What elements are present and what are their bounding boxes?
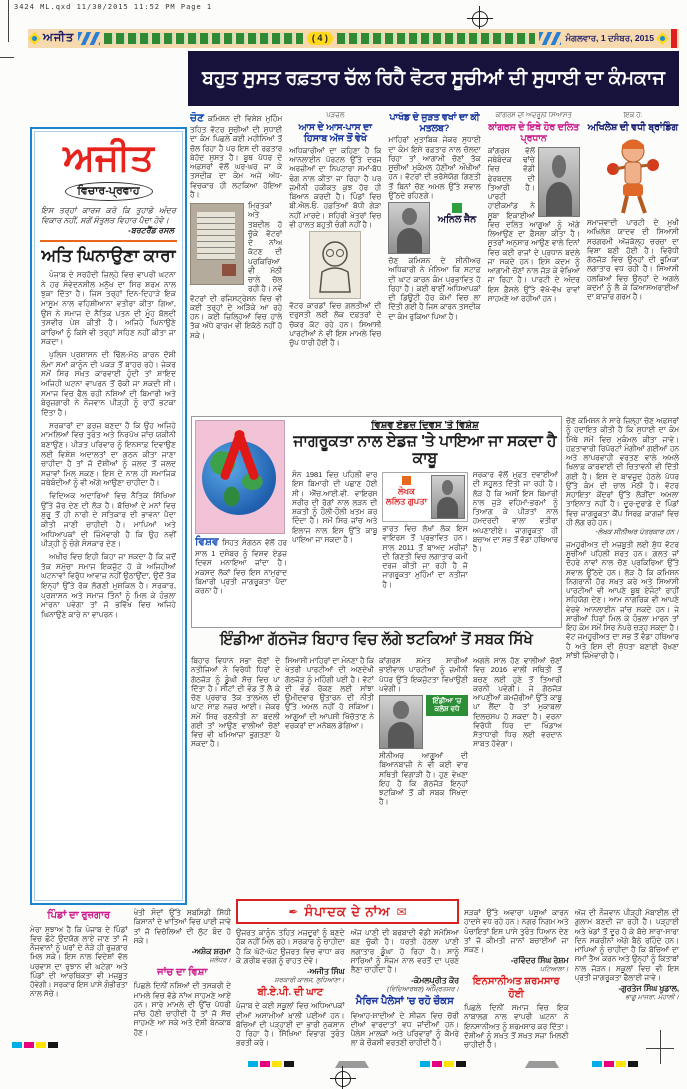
col3-subhead: ਪਾਖੰਡ ਦੇ ਜੁੜਤ ਵਖਾਂ ਦਾ ਕੀ ਮਤਲਬ? [389,112,480,133]
letters-mid-col-2 [351,928,460,1058]
col5-kicker: ਇਕ ਹੈ: [623,112,643,119]
lead-article-col-2 [289,112,381,410]
aids-col-a-text: ਸੰਨ 1981 ਵਿਚ ਪਹਿਲੀ ਵਾਰ ਇਸ ਬਿਮਾਰੀ ਦੀ ਪਛਾਣ ਹੋਈ ਸੀ। ਐੱਚ.ਆਈ.ਵੀ. ਵਾਇਰਸ ਸਰੀਰ ਦੀ ਰੋਗਾਂ ਨਾਲ ਲੜਨ ਦੀ ਸ਼ਕਤੀ ਨੂੰ ਹੌਲੀ-ਹੌਲੀ ਖ਼ਤਮ ਕਰ ਦਿੰਦਾ ਹੈ। ਸਮੇਂ ਸਿਰ ਜਾਂਚ ਅਤੇ ਇਲਾਜ ਨਾਲ ਇਸ ਉੱਤੇ ਕਾਬੂ ਪਾਇਆ ਜਾ ਸਕਦਾ ਹੈ। [292,470,378,544]
gray-print-mark [525,1061,559,1068]
page-number: ( 4 ) [307,32,333,45]
letter-body: ਉਜਰਤ ਕਾਨੂੰਨ ਤਹਿਤ ਮਜ਼ਦੂਰਾਂ ਨੂੰ ਬਣਦੇ ਹੱਕ ਨਹੀਂ ਮਿਲ ਰਹੇ। ਸਰਕਾਰ ਨੂੰ ਚਾਹੀਦਾ ਹੈ ਕਿ ਘੱਟੋ-ਘੱਟ ਉਜਰਤ ਵਿਚ ਵਾਧਾ ਕਰ ਕੇ ਗ਼ਰੀਬ ਵਰਗ ਨੂੰ ਰਾਹਤ ਦੇਵੇ। [236,928,345,965]
aids-right-area [292,420,558,624]
lead-col2-text-a: ਅਧਿਕਾਰੀਆਂ ਦਾ ਕਹਿਣਾ ਹੈ ਕਿ ਆਨਲਾਈਨ ਪੋਰਟਲ ਉੱਤੇ ਦਰਜ ਅਰਜ਼ੀਆਂ ਦਾ ਨਿਪਟਾਰਾ ਸਮਾਂ-ਬੱਧ ਢੰਗ ਨਾਲ ਕੀਤਾ ਜਾ ਰਿਹਾ ਹੈ ਪਰ ਜ਼ਮੀਨੀ ਹਕੀਕਤ ਕੁਝ ਹੋਰ ਹੀ ਬਿਆਨ ਕਰਦੀ ਹੈ। ਪਿੰਡਾਂ ਵਿਚ ਬੀ.ਐਲ.ਓ. ਹਫ਼ਤਿਆਂ ਬੱਧੀ ਗੇੜਾ ਨਹੀਂ ਮਾਰਦੇ। ਸ਼ਹਿਰੀ ਖੇਤਰਾਂ ਵਿਚ ਵੀ ਹਾਲਤ ਬਹੁਤੀ ਚੰਗੀ ਨਹੀਂ ਹੈ। [289,145,382,229]
letter-heading: ਮੈਰਿਜ ਪੈਲੇਸਾਂ 'ਚ ਰਹੋ ਚੌਕਸ [355,996,454,1008]
letter-location: ਜਲੰਧਰ। [209,956,231,964]
col4-kicker: ਕਾਂਗਰਸ ਦੀ ਅੰਦਰੂਨੀ ਸਿਆਸਤ [495,112,572,119]
page-header-bar [28,29,679,48]
editorial-title: ਅਤਿ ਘਿਨਾਉਣਾ ਕਾਰਾ [41,246,176,265]
aids-col-c [473,470,558,622]
editorial-box-inner [34,131,183,901]
letter-location: ਸਰਕਾਰੀ ਕਾਲਜ, ਲੁਧਿਆਣਾ। [274,976,345,984]
green-square-icon [452,203,462,213]
col2-subhead: ਆਸ ਦੇ ਆਸ-ਪਾਸ ਦਾ ਹਿਸਾਬ ਅੱਜ ਤੋਂ ਵੇਖੋ [298,122,372,144]
header-brand: ਅਜੀਤ [43,32,75,44]
letter-location: (ਵਿਦਿਆਰਥਣ) ਅੰਮ੍ਰਿਤਸਰ। [386,985,459,993]
drop-word: ਵਿਸ਼ਵ [195,536,219,548]
lead-col3-text-a: ਮਾਹਿਰਾਂ ਮੁਤਾਬਿਕ ਜੇਕਰ ਸੁਧਾਈ ਦਾ ਕੰਮ ਇਸੇ ਰਫ਼ਤਾਰ ਨਾਲ ਚੱਲਦਾ ਰਿਹਾ ਤਾਂ ਆਗਾਮੀ ਚੋਣਾਂ ਤੱਕ ਸੂਚੀਆਂ ਮੁਕੰਮਲ ਹੋਣੀਆਂ ਔਖੀਆਂ ਹਨ। ਵੋਟਰਾਂ ਦੀ ਭਰੋਸੇਯੋਗ ਗਿਣਤੀ ਤੋਂ ਬਿਨਾਂ ਚੋਣ ਅਮਲ ਉੱਤੇ ਸਵਾਲ ਉੱਠਦੇ ਰਹਿਣਗੇ। [388,135,481,200]
letters-mid-col-1 [236,928,345,1058]
author-credit-line: -ਲੇਖਕ ਸੀਨੀਅਰ ਪੱਤਰਕਾਰ ਹਨ। [595,529,679,536]
letter-body: ਸੜਕਾਂ ਉੱਤੇ ਅਵਾਰਾ ਪਸ਼ੂਆਂ ਕਾਰਨ ਹਾਦਸੇ ਵਧ ਰਹੇ ਹਨ। ਨਗਰ ਨਿਗਮ ਅਤੇ ਪੰਚਾਇਤਾਂ ਇਸ ਪਾਸੇ ਤੁਰੰਤ ਧਿਆਨ ਦੇਣ ਤਾਂ ਜੋ ਕੀਮਤੀ ਜਾਨਾਂ ਬਚਾਈਆਂ ਜਾ ਸਕਣ। [464,908,569,954]
cmyk-print-marks [12,1042,58,1048]
letter-body: ਪਿਛਲੇ ਦਿਨੀਂ ਨਸ਼ਿਆਂ ਦੀ ਤਸਕਰੀ ਦੇ ਮਾਮਲੇ ਵਿਚ ਵੱਡੇ ਨਾਂਅ ਸਾਹਮਣੇ ਆਏ ਹਨ। ਸਾਰੇ ਮਾਮਲੇ ਦੀ ਉੱਚ ਪੱਧਰੀ ਜਾਂਚ ਹੋਣੀ ਚਾਹੀਦੀ ਹੈ ਤਾਂ ਜੋ ਸੱਚ ਸਾਹਮਣੇ ਆ ਸਕੇ ਅਤੇ ਦੋਸ਼ੀ ਬੇਨਕਾਬ ਹੋਣ। [133,981,231,1037]
bottom-left-letters [30,908,231,1060]
cmyk-print-marks [248,1061,294,1067]
bihar-col1-text: ਬਿਹਾਰ ਵਿਧਾਨ ਸਭਾ ਚੋਣਾਂ ਦੇ ਨਤੀਜਿਆਂ ਨੇ ਵਿਰੋਧੀ ਧਿਰਾਂ ਦੇ ਗੱਠਜੋੜ ਨੂੰ ਡੂੰਘੀ ਸੋਚ ਵਿਚ ਪਾ ਦਿੱਤਾ ਹੈ। ਸੀਟਾਂ ਦੀ ਵੰਡ ਤੋਂ ਲੈ ਕੇ ਚੋਣ ਪ੍ਰਚਾਰ ਤੱਕ ਤਾਲਮੇਲ ਦੀ ਘਾਟ ਸਾਫ਼ ਨਜ਼ਰ ਆਈ। ਜੇਕਰ ਸਮੇਂ ਸਿਰ ਰਣਨੀਤੀ ਨਾ ਬਦਲੀ ਗਈ ਤਾਂ ਆਉਣ ਵਾਲੀਆਂ ਚੋਣਾਂ ਵਿਚ ਵੀ ਖ਼ਮਿਆਜ਼ਾ ਭੁਗਤਣਾ ਪੈ ਸਕਦਾ ਹੈ। [191,656,280,749]
letters-middle-block [236,928,459,1058]
masthead-title: ਅਜੀਤ [63,137,154,178]
lead-article-columns [190,112,679,410]
bihar-col2-text: ਸਿਆਸੀ ਮਾਹਿਰਾਂ ਦਾ ਮੰਨਣਾ ਹੈ ਕਿ ਖੇਤਰੀ ਪਾਰਟੀਆਂ ਦੀ ਅਣਦੇਖੀ ਗੱਠਜੋੜ ਨੂੰ ਮਹਿੰਗੀ ਪਈ ਹੈ। ਵੋਟਾਂ ਦੀ ਵੰਡ ਰੋਕਣ ਲਈ ਸਾਂਝਾ ਉਮੀਦਵਾਰ ਉਤਾਰਨ ਦੀ ਨੀਤੀ ਉੱਤੇ ਅਮਲ ਨਹੀਂ ਹੋ ਸਕਿਆ। ਆਗੂਆਂ ਦੀ ਆਪਸੀ ਖਿੱਚੋਤਾਣ ਨੇ ਵਰਕਰਾਂ ਦਾ ਮਨੋਬਲ ਡੇਗਿਆ। [285,656,374,730]
editorial-body [35,270,182,619]
aids-col-b [382,470,467,622]
portrait-photo [538,147,580,217]
lead-headline: ਬਹੁਤ ਸੁਸਤ ਰਫ਼ਤਾਰ ਚੱਲ ਰਿਹੈ ਵੋਟਰ ਸੂਚੀਆਂ ਦੀ ਸੁਧਾਈ ਦਾ ਕੰਮਕਾਜ [202,67,665,89]
letter-location: ਪਟਿਆਲਾ। [539,965,569,973]
masthead-quote-author: -ਬਰਟਰੈਂਡ ਰਸਲ [128,226,174,235]
slash-decoration [78,32,100,45]
letter-signature: -ਅਸ਼ੋਕ ਸ਼ਰਮਾ [191,947,231,956]
letter-body: ਪੰਜਾਬ ਦੇ ਕਈ ਸਕੂਲਾਂ ਵਿਚ ਅਧਿਆਪਕਾਂ ਦੀਆਂ ਅਸਾਮੀਆਂ ਖ਼ਾਲੀ ਪਈਆਂ ਹਨ। ਬੱਚਿਆਂ ਦੀ ਪੜ੍ਹਾਈ ਦਾ ਭਾਰੀ ਨੁਕਸਾਨ ਹੋ ਰਿਹਾ ਹੈ। ਸਿੱਖਿਆ ਵਿਭਾਗ ਤੁਰੰਤ ਭਰਤੀ ਕਰੇ। [236,1001,345,1048]
letter-signature: -ਰਵਿੰਦਰ ਸਿੰਘ ਰੋਸ਼ਮ [510,956,569,966]
edition-date: ਮੰਗਲਵਾਰ, 1 ਦਸੰਬਰ, 2015 [565,33,654,43]
editorial-paragraph: ਸਰਕਾਰਾਂ ਦਾ ਫ਼ਰਜ਼ ਬਣਦਾ ਹੈ ਕਿ ਉਹ ਅਜਿਹੇ ਮਾਮਲਿਆਂ ਵਿਚ ਤੁਰੰਤ ਅਤੇ ਨਿਰਪੱਖ ਜਾਂਚ ਯਕੀਨੀ ਬਣਾਉਣ। ਪੀੜਤ ਪਰਿਵਾਰ ਨੂੰ ਇਨਸਾਫ਼ ਦਿਵਾਉਣ ਲਈ ਵਿਸ਼ੇਸ਼ ਅਦਾਲਤਾਂ ਦਾ ਗਠਨ ਕੀਤਾ ਜਾਣਾ ਚਾਹੀਦਾ ਹੈ ਤਾਂ ਜੋ ਦੋਸ਼ੀਆਂ ਨੂੰ ਜਲਦ ਤੋਂ ਜਲਦ ਸਜ਼ਾਵਾਂ ਮਿਲ ਸਕਣ। ਇਸ ਦੇ ਨਾਲ ਹੀ ਸਮਾਜਿਕ ਜਥੇਬੰਦੀਆਂ ਨੂੰ ਵੀ ਅੱਗੇ ਆਉਣਾ ਚਾਹੀਦਾ ਹੈ। [41,420,176,488]
masthead-tagline: ਵਿਚਾਰ-ਪ੍ਰਵਾਹ [65,182,153,201]
editorial-paragraph: ਵਿਦਿਅਕ ਅਦਾਰਿਆਂ ਵਿਚ ਨੈਤਿਕ ਸਿੱਖਿਆ ਉੱਤੇ ਜ਼ੋਰ ਦੇਣ ਦੀ ਲੋੜ ਹੈ। ਬੱਚਿਆਂ ਦੇ ਮਨਾਂ ਵਿਚ ਸ਼ੁਰੂ ਤੋਂ ਹੀ ਨਾਰੀ ਦੇ ਸਤਿਕਾਰ ਦੀ ਭਾਵਨਾ ਪੈਦਾ ਕੀਤੀ ਜਾਣੀ ਚਾਹੀਦੀ ਹੈ। ਮਾਪਿਆਂ ਅਤੇ ਅਧਿਆਪਕਾਂ ਦੀ ਜ਼ਿੰਮੇਵਾਰੀ ਹੈ ਕਿ ਉਹ ਨਵੀਂ ਪੀੜ੍ਹੀ ਨੂੰ ਚੰਗੇ ਸੰਸਕਾਰ ਦੇਣ। [41,491,176,549]
editorial-box [30,127,187,905]
editorial-paragraph: ਅਖ਼ੀਰ ਵਿਚ ਇਹੀ ਕਿਹਾ ਜਾ ਸਕਦਾ ਹੈ ਕਿ ਜਦੋਂ ਤੱਕ ਸਮੁੱਚਾ ਸਮਾਜ ਇਕਜੁੱਟ ਹੋ ਕੇ ਅਜਿਹੀਆਂ ਘਟਨਾਵਾਂ ਵਿਰੁੱਧ ਆਵਾਜ਼ ਨਹੀਂ ਉਠਾਉਂਦਾ, ਉਦੋਂ ਤੱਕ ਇਨ੍ਹਾਂ ਉੱਤੇ ਰੋਕ ਲੱਗਣੀ ਮੁਸ਼ਕਿਲ ਹੈ। ਸਰਕਾਰ, ਪ੍ਰਸ਼ਾਸਨ ਅਤੇ ਸਮਾਜ ਤਿੰਨਾਂ ਨੂੰ ਮਿਲ ਕੇ ਹੰਭਲਾ ਮਾਰਨਾ ਪਵੇਗਾ ਤਾਂ ਜੋ ਭਵਿੱਖ ਵਿਚ ਅਜਿਹੇ ਘਿਨਾਉਣੇ ਕਾਰੇ ਨਾ ਵਾਪਰਨ। [41,551,176,619]
aids-col-b-text: ਭਾਰਤ ਵਿਚ ਲੱਖਾਂ ਲੋਕ ਇਸ ਵਾਇਰਸ ਤੋਂ ਪ੍ਰਭਾਵਿਤ ਹਨ। ਸਾਲ 2011 ਤੋਂ ਬਾਅਦ ਮਰੀਜ਼ਾਂ ਦੀ ਗਿਣਤੀ ਵਿਚ ਲਗਾਤਾਰ ਕਮੀ ਦਰਜ ਕੀਤੀ ਜਾ ਰਹੀ ਹੈ ਜੋ ਜਾਗਰੂਕਤਾ ਮੁਹਿੰਮਾਂ ਦਾ ਨਤੀਜਾ ਹੈ। [382,524,468,589]
lead-col5-text: ਸਮਾਜਵਾਦੀ ਪਾਰਟੀ ਦੇ ਮੁਖੀ ਅਖਿਲੇਸ਼ ਯਾਦਵ ਦੀ ਸਿਆਸੀ ਸਰਗਰਮੀ ਅੱਜਕੱਲ੍ਹ ਚਰਚਾ ਦਾ ਵਿਸ਼ਾ ਬਣੀ ਹੋਈ ਹੈ। ਵਿਰੋਧੀ ਗੱਠਜੋੜ ਵਿਚ ਉਨ੍ਹਾਂ ਦੀ ਭੂਮਿਕਾ ਲਗਾਤਾਰ ਵਧ ਰਹੀ ਹੈ। ਸਿਆਸੀ ਹਲਕਿਆਂ ਵਿਚ ਉਨ੍ਹਾਂ ਦੇ ਅਗਲੇ ਕਦਮਾਂ ਨੂੰ ਲੈ ਕੇ ਕਿਆਸਅਰਾਈਆਂ ਦਾ ਬਾਜ਼ਾਰ ਗਰਮ ਹੈ। [586,218,680,302]
aids-col-a [292,470,377,622]
editorial-paragraph: ਪੰਜਾਬ ਦੇ ਸਰਹੱਦੀ ਜ਼ਿਲ੍ਹੇ ਵਿਚ ਵਾਪਰੀ ਘਟਨਾ ਨੇ ਹਰ ਸੰਵੇਦਨਸ਼ੀਲ ਮਨੁੱਖ ਦਾ ਸਿਰ ਸ਼ਰਮ ਨਾਲ ਝੁਕਾ ਦਿੱਤਾ ਹੈ। ਜਿਸ ਤਰ੍ਹਾਂ ਦਿਨ-ਦਿਹਾੜੇ ਇਕ ਮਾਸੂਮ ਨਾਲ ਵਹਿਸ਼ੀਆਨਾ ਵਤੀਰਾ ਕੀਤਾ ਗਿਆ, ਉਸ ਨੇ ਸਮਾਜ ਦੇ ਨੈਤਿਕ ਪਤਨ ਦੀ ਮੂੰਹ ਬੋਲਦੀ ਤਸਵੀਰ ਪੇਸ਼ ਕੀਤੀ ਹੈ। ਅਜਿਹੇ ਘਿਨਾਉਣੇ ਕਾਰਿਆਂ ਨੂੰ ਕਿਸੇ ਵੀ ਤਰ੍ਹਾਂ ਸਹਿਣ ਨਹੀਂ ਕੀਤਾ ਜਾ ਸਕਦਾ। [41,270,176,347]
continuation-text-a: ਚੋਣ ਕਮਿਸ਼ਨ ਨੇ ਸਾਰੇ ਜ਼ਿਲ੍ਹਾ ਚੋਣ ਅਫ਼ਸਰਾਂ ਨੂੰ ਹਦਾਇਤ ਕੀਤੀ ਹੈ ਕਿ ਸੁਧਾਈ ਦਾ ਕੰਮ ਮਿੱਥੇ ਸਮੇਂ ਵਿਚ ਮੁਕੰਮਲ ਕੀਤਾ ਜਾਵੇ। ਹਫ਼ਤਾਵਾਰੀ ਰਿਪੋਰਟਾਂ ਮੰਗੀਆਂ ਗਈਆਂ ਹਨ ਅਤੇ ਲਾਪਰਵਾਹੀ ਵਰਤਣ ਵਾਲੇ ਅਮਲੇ ਖ਼ਿਲਾਫ਼ ਕਾਰਵਾਈ ਦੀ ਚਿਤਾਵਨੀ ਵੀ ਦਿੱਤੀ ਗਈ ਹੈ। ਇਸ ਦੇ ਬਾਵਜੂਦ ਹੇਠਲੇ ਪੱਧਰ ਉੱਤੇ ਕੰਮ ਦੀ ਚਾਲ ਮੱਠੀ ਹੈ। ਵੋਟਰ ਸਹਾਇਤਾ ਕੇਂਦਰਾਂ ਉੱਤੇ ਲੋੜੀਂਦਾ ਅਮਲਾ ਤਾਇਨਾਤ ਨਹੀਂ ਹੈ। ਦੂਰ-ਦੁਰਾਡੇ ਦੇ ਪਿੰਡਾਂ ਵਿਚ ਜਾਗਰੂਕਤਾ ਕੈਂਪ ਸਿਰਫ਼ ਕਾਗਜ਼ਾਂ ਵਿਚ ਹੀ ਲੱਗ ਰਹੇ ਹਨ। [566,416,679,527]
author-name: ਲਲਿਤ ਗੁਪਤਾ [385,495,428,506]
registration-mark-bottom [330,1066,356,1089]
col2-kicker: ਪੜਚੋਲ [326,112,345,119]
bihar-col3-text-a: ਕਾਂਗਰਸ ਸਮੇਤ ਸਾਰੀਆਂ ਭਾਈਵਾਲ ਪਾਰਟੀਆਂ ਨੂੰ ਜ਼ਮੀਨੀ ਪੱਧਰ ਉੱਤੇ ਇਕਜੁੱਟਤਾ ਵਿਖਾਉਣੀ ਪਵੇਗੀ। [379,656,468,693]
aids-feature-box [191,416,562,628]
letter-heading: ਜਾਂਚ ਦਾ ਵਿਸ਼ਾ [157,966,208,978]
letter-body: ਅੱਜ ਪਾਣੀ ਦੀ ਬਰਬਾਦੀ ਵੱਡੀ ਸਮੱਸਿਆ ਬਣ ਚੁੱਕੀ ਹੈ। ਧਰਤੀ ਹੇਠਲਾ ਪਾਣੀ ਲਗਾਤਾਰ ਡੂੰਘਾ ਹੋ ਰਿਹਾ ਹੈ। ਸਾਨੂੰ ਸਾਰਿਆਂ ਨੂੰ ਸੰਜਮ ਨਾਲ ਵਰਤੋਂ ਦਾ ਪ੍ਰਣ ਲੈਣਾ ਚਾਹੀਦਾ ਹੈ। [350,928,459,974]
lead-col2-text-b: ਵੋਟਰ ਕਾਰਡਾਂ ਵਿਚ ਗ਼ਲਤੀਆਂ ਦੀ ਦਰੁਸਤੀ ਲਈ ਲੋਕ ਦਫ਼ਤਰਾਂ ਦੇ ਚੱਕਰ ਕੱਟ ਰਹੇ ਹਨ। ਸਿਆਸੀ ਪਾਰਟੀਆਂ ਨੇ ਵੀ ਇਸ ਮਾਮਲੇ ਵਿਚ ਚੁੱਪ ਧਾਰੀ ਹੋਈ ਹੈ। [289,301,382,348]
bihar-columns [191,656,562,898]
diamond-icon [28,32,41,45]
green-squares-decoration [337,33,536,44]
red-bar-decoration [671,29,677,48]
lead-col1-text-a: ਕਮਿਸ਼ਨ ਦੀ ਵਿਸ਼ੇਸ਼ ਮੁਹਿੰਮ ਤਹਿਤ ਵੋਟਰ ਸੂਚੀਆਂ ਦੀ ਸੁਧਾਈ ਦਾ ਕੰਮ ਪਿਛਲੇ ਕਈ ਮਹੀਨਿਆਂ ਤੋਂ ਚੱਲ ਰਿਹਾ ਹੈ ਪਰ ਇਸ ਦੀ ਰਫ਼ਤਾਰ ਬੇਹੱਦ ਸੁਸਤ ਹੈ। ਬੂਥ ਪੱਧਰ ਦੇ ਅਫ਼ਸਰਾਂ ਵੱਲੋਂ ਘਰ-ਘਰ ਜਾ ਕੇ ਤਸਦੀਕ ਦਾ ਕੰਮ ਅਜੇ ਅੱਧ-ਵਿਚਕਾਰ ਹੀ ਲਟਕਿਆ ਹੋਇਆ ਹੈ। [190,114,283,199]
cartoon-boxer [601,135,665,217]
lead-article-col-4 [488,112,580,410]
bihar-col-3 [379,656,468,898]
bihar-col3-text-b: ਸੀਨੀਅਰ ਆਗੂਆਂ ਦੀ ਬਿਆਨਬਾਜ਼ੀ ਨੇ ਵੀ ਕਈ ਵਾਰ ਸਥਿਤੀ ਵਿਗਾੜੀ ਹੈ। ਹੁਣ ਵੇਖਣਾ ਇਹ ਹੈ ਕਿ ਗੱਠਜੋੜ ਇਨ੍ਹਾਂ ਝਟਕਿਆਂ ਤੋਂ ਕੀ ਸਬਕ ਸਿੱਖਦਾ ਹੈ। [379,751,468,807]
bottom-left-col-1 [30,908,128,1060]
aids-headline: ਜਾਗਰੂਕਤਾ ਨਾਲ ਏਡਜ਼ 'ਤੇ ਪਾਇਆ ਜਾ ਸਕਦਾ ਹੈ ਕਾਬੂ [293,433,557,468]
aids-columns [292,470,558,622]
letters-banner-title: ਸੰਪਾਦਕ ਦੇ ਨਾਂਅ [304,903,391,919]
lead-article-col-3 [388,112,480,410]
lead-col3-text-b: ਚੋਣ ਕਮਿਸ਼ਨ ਦੇ ਸੀਨੀਅਰ ਅਧਿਕਾਰੀ ਨੇ ਮੰਨਿਆ ਕਿ ਸਟਾਫ਼ ਦੀ ਘਾਟ ਕਾਰਨ ਕੰਮ ਪ੍ਰਭਾਵਿਤ ਹੋ ਰਿਹਾ ਹੈ। ਕਈ ਥਾਈਂ ਅਧਿਆਪਕਾਂ ਦੀ ਡਿਊਟੀ ਹੋਰ ਕੰਮਾਂ ਵਿਚ ਲਾ ਦਿੱਤੀ ਗਈ ਹੈ ਜਿਸ ਕਾਰਨ ਤਸਦੀਕ ਦਾ ਕੰਮ ਰੁਕਿਆ ਪਿਆ ਹੈ। [388,256,481,321]
bihar-col-1 [191,656,280,898]
letters-right-col-1 [464,908,569,1060]
cmyk-print-marks [420,1061,466,1067]
diamond-icon [656,32,669,45]
crop-mark [660,1030,661,1064]
continuation-text-b: ਜਮਹੂਰੀਅਤ ਦੀ ਮਜ਼ਬੂਤੀ ਲਈ ਸ਼ੁੱਧ ਵੋਟਰ ਸੂਚੀਆਂ ਪਹਿਲੀ ਸ਼ਰਤ ਹਨ। ਗ਼ਲਤ ਜਾਂ ਦੋਹਰੇ ਨਾਵਾਂ ਨਾਲ ਚੋਣ ਪ੍ਰਕਿਰਿਆ ਉੱਤੇ ਸਵਾਲ ਉੱਠਦੇ ਹਨ। ਲੋੜ ਹੈ ਕਿ ਕਮਿਸ਼ਨ ਨਿਗਰਾਨੀ ਹੋਰ ਸਖ਼ਤ ਕਰੇ ਅਤੇ ਸਿਆਸੀ ਪਾਰਟੀਆਂ ਵੀ ਆਪਣੇ ਬੂਥ ਏਜੰਟਾਂ ਰਾਹੀਂ ਸਹਿਯੋਗ ਦੇਣ। ਆਮ ਨਾਗਰਿਕ ਵੀ ਆਪਣੇ ਵੇਰਵੇ ਆਨਲਾਈਨ ਜਾਂਚ ਸਕਦੇ ਹਨ। ਜੇ ਸਾਰੀਆਂ ਧਿਰਾਂ ਮਿਲ ਕੇ ਹੰਭਲਾ ਮਾਰਨ ਤਾਂ ਇਹ ਕੰਮ ਸਮੇਂ ਸਿਰ ਨੇਪਰੇ ਚੜ੍ਹ ਸਕਦਾ ਹੈ। ਵੋਟ ਜਮਹੂਰੀਅਤ ਦਾ ਸਭ ਤੋਂ ਵੱਡਾ ਹਥਿਆਰ ਹੈ ਅਤੇ ਇਸ ਦੀ ਸ਼ੁੱਧਤਾ ਬਣਾਈ ਰੱਖਣਾ ਸਾਂਝੀ ਜ਼ਿੰਮੇਵਾਰੀ ਹੈ। [566,539,679,660]
postal-letter-photo [190,203,244,285]
orange-square-icon [402,476,411,485]
drop-word: ਚੋਣ [190,112,204,124]
letter-signature: -ਕੋਮਲਪ੍ਰੀਤ ਕੌਰ [411,976,459,986]
editorial-paragraph: ਪੁਲਿਸ ਪ੍ਰਸ਼ਾਸਨ ਦੀ ਢਿੱਲ-ਮੱਠ ਕਾਰਨ ਦੋਸ਼ੀ ਲੰਮਾ ਸਮਾਂ ਕਾਨੂੰਨ ਦੀ ਪਕੜ ਤੋਂ ਬਾਹਰ ਰਹੇ। ਜੇਕਰ ਸਮੇਂ ਸਿਰ ਸਖ਼ਤ ਕਾਰਵਾਈ ਹੁੰਦੀ ਤਾਂ ਸ਼ਾਇਦ ਅਜਿਹੀ ਘਟਨਾ ਵਾਪਰਨ ਤੋਂ ਰੋਕੀ ਜਾ ਸਕਦੀ ਸੀ। ਸਮਾਜ ਵਿਚ ਫੈਲ ਰਹੀ ਨਸ਼ਿਆਂ ਦੀ ਬਿਮਾਰੀ ਅਤੇ ਬੇਰੁਜ਼ਗਾਰੀ ਨੇ ਨੌਜਵਾਨ ਪੀੜ੍ਹੀ ਨੂੰ ਰਾਹੋਂ ਭਟਕਾ ਦਿੱਤਾ ਹੈ। [41,350,176,417]
cmyk-print-marks [592,1061,638,1067]
aids-left-column [195,420,287,624]
author-label: ਲੇਖਕ [398,486,415,497]
letter-body: ਅੱਜ ਦੀ ਨੌਜਵਾਨ ਪੀੜ੍ਹੀ ਮੋਬਾਈਲ ਦੀ ਗ਼ੁਲਾਮ ਬਣਦੀ ਜਾ ਰਹੀ ਹੈ। ਪੜ੍ਹਾਈ ਅਤੇ ਖੇਡਾਂ ਤੋਂ ਦੂਰ ਹੋ ਕੇ ਬੱਚੇ ਸਾਰਾ-ਸਾਰਾ ਦਿਨ ਸਕਰੀਨਾਂ ਅੱਗੇ ਬੈਠੇ ਰਹਿੰਦੇ ਹਨ। ਮਾਪਿਆਂ ਨੂੰ ਚਾਹੀਦਾ ਹੈ ਕਿ ਬੱਚਿਆਂ ਦਾ ਸਮਾਂ ਤੈਅ ਕਰਨ ਅਤੇ ਉਨ੍ਹਾਂ ਨੂੰ ਕਿਤਾਬਾਂ ਨਾਲ ਜੋੜਨ। ਸਕੂਲਾਂ ਵਿਚ ਵੀ ਇਸ ਪ੍ਰਤੀ ਜਾਗਰੂਕਤਾ ਫੈਲਾਈ ਜਾਵੇ। [574,908,679,982]
bihar-col-4 [473,656,562,898]
envelope-icon: ✉ [396,904,407,919]
aids-under-globe-text: ਸਿਹਤ ਸੰਗਠਨ ਵੱਲੋਂ ਹਰ ਸਾਲ 1 ਦਸੰਬਰ ਨੂੰ ਵਿਸ਼ਵ ਏਡਜ਼ ਦਿਵਸ ਮਨਾਇਆ ਜਾਂਦਾ ਹੈ। ਮਕਸਦ ਲੋਕਾਂ ਵਿਚ ਇਸ ਨਾਮੁਰਾਦ ਬਿਮਾਰੀ ਪ੍ਰਤੀ ਜਾਗਰੂਕਤਾ ਪੈਦਾ ਕਰਨਾ ਹੈ। [195,538,287,596]
letters-right-block [464,908,679,1060]
bihar-col-2 [285,656,374,898]
crop-mark [8,0,9,42]
pen-icon: ✒ [288,904,299,919]
letter-body: ਵਿਆਹ-ਸ਼ਾਦੀਆਂ ਦੇ ਸੀਜ਼ਨ ਵਿਚ ਚੋਰੀ ਦੀਆਂ ਵਾਰਦਾਤਾਂ ਵਧ ਜਾਂਦੀਆਂ ਹਨ। ਪੈਲੇਸ ਮਾਲਕਾਂ ਅਤੇ ਪਰਿਵਾਰਾਂ ਨੂੰ ਕੈਮਰੇ ਲਾ ਕੇ ਚੌਕਸੀ ਵਰਤਣੀ ਚਾਹੀਦੀ ਹੈ। [350,1010,459,1048]
globe-aids-ribbon-image [195,420,285,534]
col5-subhead: ਅਖਿਲੇਸ਼ ਦੀ ਵਧੀ ਬ੍ਰਾਂਡਿੰਗ [587,122,679,133]
letters-right-col-2 [575,908,680,1060]
letter-location: ਭਾਗੂ ਮਾਜਰਾ, ਮੋਹਾਲੀ। [625,993,679,1001]
inline-byline-photo [388,202,480,254]
lead-col1-text-b: ਮ੍ਰਿਤਕਾਂ ਅਤੇ ਤਬਦੀਲ ਹੋ ਚੁੱਕੇ ਵੋਟਰਾਂ ਦੇ ਨਾਂਅ ਕੱਟਣ ਦੀ ਪ੍ਰਕਿਰਿਆ ਵੀ ਮੱਠੀ ਚਾਲੇ ਚੱਲ ਰਹੀ ਹੈ। ਨਵੇਂ ਵੋਟਰਾਂ ਦੀ ਰਜਿਸਟ੍ਰੇਸ਼ਨ ਵਿਚ ਵੀ ਕਈ ਤਰ੍ਹਾਂ ਦੇ ਅੜਿੱਕੇ ਆ ਰਹੇ ਹਨ। ਕਈ ਜ਼ਿਲ੍ਹਿਆਂ ਵਿਚ ਹਾਲੇ ਤੱਕ ਅੱਧੇ ਫਾਰਮ ਵੀ ਇਕੱਠੇ ਨਹੀਂ ਹੋ ਸਕੇ। [190,201,283,340]
lead-headline-band [188,51,679,106]
author-portrait-photo [431,475,465,519]
letters-banner [236,899,459,924]
bihar-col4-text: ਅਗਲੇ ਸਾਲ ਹੋਣ ਵਾਲੀਆਂ ਚੋਣਾਂ ਵਿਚ 2016 ਵਾਲੀ ਸਥਿਤੀ ਤੋਂ ਬਚਣ ਲਈ ਹੁਣੇ ਤੋਂ ਤਿਆਰੀ ਕਰਨੀ ਪਵੇਗੀ। ਜੇ ਗੱਠਜੋੜ ਆਪਣੀਆਂ ਕਮਜ਼ੋਰੀਆਂ ਉੱਤੇ ਕਾਬੂ ਪਾ ਲੈਂਦਾ ਹੈ ਤਾਂ ਮੁਕਾਬਲਾ ਦਿਲਚਸਪ ਹੋ ਸਕਦਾ ਹੈ। ਵਰਨਾ ਵਿਰੋਧੀ ਧਿਰ ਦਾ ਖਿੰਡਾਅ ਸੱਤਾਧਾਰੀ ਧਿਰ ਲਈ ਵਰਦਾਨ ਸਾਬਤ ਹੋਵੇਗਾ। [473,656,562,749]
letter-signature: -ਗੁਰਤੇਜ ਸਿੰਘ ਖੁਡਾਲ, [618,984,679,993]
lead-article-col-1 [190,112,282,410]
letter-heading: ਬੀ.ਏ.ਪੀ. ਦੀ ਘਾਟ [257,986,324,998]
letter-heading: ਪਿੰਡਾਂ ਦਾ ਰੁਜ਼ਗਾਰ [47,910,111,921]
col4-subhead: ਕਾਂਗਰਸ ਦੇ ਇਥੇ ਹੋਰ ਦਲਿਤ ਪ੍ਰਧਾਨ [488,122,580,144]
globe-image [202,441,276,515]
aids-col-c-text: ਸਰਕਾਰ ਵੱਲੋਂ ਮੁਫ਼ਤ ਦਵਾਈਆਂ ਦੀ ਸਹੂਲਤ ਦਿੱਤੀ ਜਾ ਰਹੀ ਹੈ। ਲੋੜ ਹੈ ਕਿ ਅਸੀਂ ਇਸ ਬਿਮਾਰੀ ਨਾਲ ਜੁੜੇ ਵਹਿਮਾਂ-ਭਰਮਾਂ ਨੂੰ ਤਿਆਗ ਕੇ ਪੀੜਤਾਂ ਨਾਲ ਹਮਦਰਦੀ ਵਾਲਾ ਵਤੀਰਾ ਅਪਣਾਈਏ। ਜਾਗਰੂਕਤਾ ਹੀ ਬਚਾਅ ਦਾ ਸਭ ਤੋਂ ਵੱਡਾ ਹਥਿਆਰ ਹੈ। [472,470,558,554]
green-squares-decoration [104,33,303,44]
portrait-photo [379,695,423,749]
lead-continuation-column [566,416,679,903]
print-slug: 3424 ML.qxd 11/30/2015 11:52 PM Page 1 [14,3,213,11]
bihar-photo-block [379,695,468,749]
byline-photo-name: ਅਨਿਲ ਜੈਨ [437,214,477,226]
crop-mark [646,1048,674,1049]
bihar-headline: ਇੰਡੀਆ ਗੱਠਜੋੜ ਬਿਹਾਰ ਵਿਚ ਲੱਗੇ ਝਟਕਿਆਂ ਤੋਂ ਸਬਕ ਸਿੱਖੇ [220,631,533,648]
portrait-photo [388,202,430,254]
letter-body: ਖੇਤੀ ਸੰਦਾਂ ਉੱਤੇ ਸਬਸਿਡੀ ਸਿੱਧੀ ਕਿਸਾਨਾਂ ਦੇ ਖਾਤਿਆਂ ਵਿਚ ਪਾਈ ਜਾਵੇ ਤਾਂ ਜੋ ਵਿਚੋਲਿਆਂ ਦੀ ਲੁੱਟ ਬੰਦ ਹੋ ਸਕੇ। [133,908,231,945]
divider-rule [40,240,177,242]
masthead-quote: ਇਸ ਤਰ੍ਹਾਂ ਕਾਰਜ ਕਰੋ ਕਿ ਤੁਹਾਡੇ ਅੰਦਰ ਵਿਕਾਰ ਨਹੀਂ, ਸਗੋਂ ਸੰਤੁਲਤ ਵਿਹਾਰ ਪੈਦਾ ਹੋਵੇ। [41,206,176,225]
author-photo-box [382,472,467,522]
crop-mark [0,57,14,58]
lead-article-col-5 [587,112,679,410]
photo-caption-label: ਇੰਡੀਆ 'ਚ ਕਲੇਸ਼ ਵਧੇ [426,695,468,716]
slash-decoration [539,32,561,45]
lead-col4-text: ਕਾਂਗਰਸ ਵੱਲੋਂ ਜਥੇਬੰਦਕ ਢਾਂਚੇ ਵਿਚ ਵੱਡੀ ਫੇਰਬਦਲ ਦੀ ਤਿਆਰੀ ਹੈ। ਪਾਰਟੀ ਹਾਈਕਮਾਂਡ ਨੇ ਸੂਬਾ ਇਕਾਈਆਂ ਵਿਚ ਦਲਿਤ ਆਗੂਆਂ ਨੂੰ ਅੱਗੇ ਲਿਆਉਣ ਦਾ ਫ਼ੈਸਲਾ ਕੀਤਾ ਹੈ। ਸੂਤਰਾਂ ਅਨੁਸਾਰ ਆਉਣ ਵਾਲੇ ਦਿਨਾਂ ਵਿਚ ਕਈ ਰਾਜਾਂ ਦੇ ਪ੍ਰਧਾਨ ਬਦਲੇ ਜਾ ਸਕਦੇ ਹਨ। ਇਸ ਕਦਮ ਨੂੰ ਆਗਾਮੀ ਚੋਣਾਂ ਨਾਲ ਜੋੜ ਕੇ ਵੇਖਿਆ ਜਾ ਰਿਹਾ ਹੈ। ਪਾਰਟੀ ਦੇ ਅੰਦਰ ਇਸ ਫ਼ੈਸਲੇ ਉੱਤੇ ਵੱਖੋ-ਵੱਖ ਰਾਵਾਂ ਸਾਹਮਣੇ ਆ ਰਹੀਆਂ ਹਨ। [487,145,580,303]
sketch-photo [309,231,361,299]
bottom-left-col-2 [134,908,232,1060]
letter-body: ਮੇਰਾ ਸੁਝਾਅ ਹੈ ਕਿ ਪੰਜਾਬ ਦੇ ਪਿੰਡਾਂ ਵਿਚ ਛੋਟੇ ਉਦਯੋਗ ਲਾਏ ਜਾਣ ਤਾਂ ਜੋ ਨੌਜਵਾਨਾਂ ਨੂੰ ਘਰਾਂ ਦੇ ਨੇੜੇ ਹੀ ਰੁਜ਼ਗਾਰ ਮਿਲ ਸਕੇ। ਇਸ ਨਾਲ ਵਿਦੇਸ਼ਾਂ ਵੱਲ ਪਰਵਾਸ ਦਾ ਰੁਝਾਨ ਵੀ ਘਟੇਗਾ ਅਤੇ ਪਿੰਡਾਂ ਦੀ ਆਰਥਿਕਤਾ ਵੀ ਮਜ਼ਬੂਤ ਹੋਵੇਗੀ। ਸਰਕਾਰ ਇਸ ਪਾਸੇ ਗੰਭੀਰਤਾ ਨਾਲ ਸੋਚੇ। [30,924,128,999]
aids-kicker: ਵਿਸ਼ਵ ਏਡਜ਼ ਦਿਵਸ 'ਤੇ ਵਿਸ਼ੇਸ਼ [371,420,479,431]
letter-signature: -ਅਜੀਤ ਸਿੰਘ [307,967,345,976]
letter-heading: ਇਨਸਾਨੀਅਤ ਸ਼ਰਮਸਾਰ ਹੋਈ [472,976,560,1000]
letter-body: ਪਿਛਲੇ ਦਿਨੀਂ ਸਮਾਜ ਵਿਚ ਇਕ ਨਾਬਾਲਗ ਨਾਲ ਵਾਪਰੀ ਘਟਨਾ ਨੇ ਇਨਸਾਨੀਅਤ ਨੂੰ ਸ਼ਰਮਸਾਰ ਕਰ ਦਿੱਤਾ। ਦੋਸ਼ੀਆਂ ਨੂੰ ਸਖ਼ਤ ਤੋਂ ਸਖ਼ਤ ਸਜ਼ਾ ਮਿਲਣੀ ਚਾਹੀਦੀ ਹੈ। [464,1003,569,1050]
